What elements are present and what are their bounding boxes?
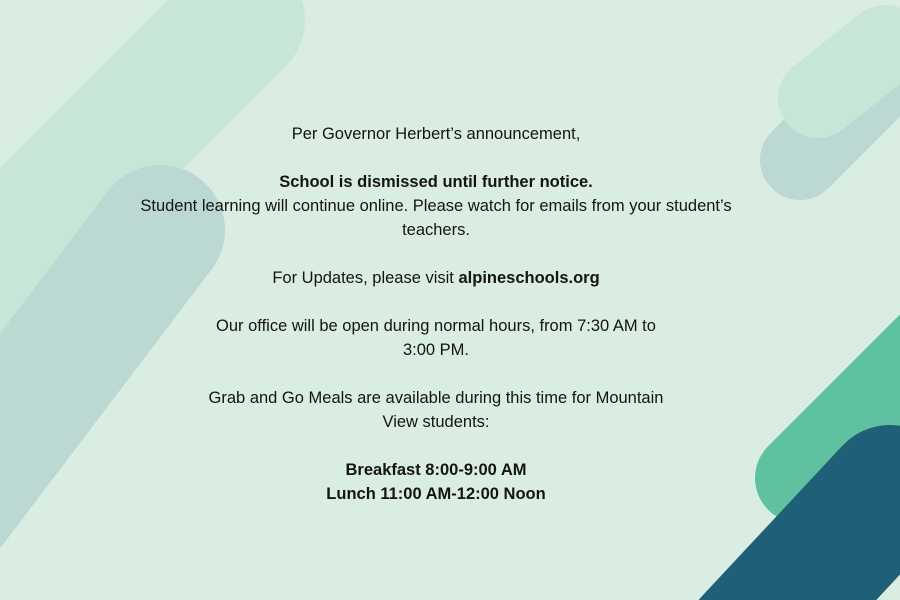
- intro-line: Per Governor Herbert’s announcement,: [291, 125, 581, 143]
- dismissal-headline: School is dismissed until further notice.: [279, 173, 593, 191]
- online-learning-line-end: teachers.: [402, 221, 470, 239]
- updates-website-link[interactable]: alpineschools.org: [458, 269, 600, 287]
- light-band-right: [818, 45, 885, 98]
- office-hours: Our office will be open during normal hours, from 7:30 AM to 3:00 PM.: [216, 317, 656, 359]
- updates-prefix: For Updates, please visit: [272, 269, 459, 287]
- online-learning-line: Student learning will continue online. Please watch for emails from your student’s: [140, 197, 732, 215]
- breakfast-time: Breakfast 8:00-9:00 AM: [345, 461, 527, 479]
- meals-info: Grab and Go Meals are available during this time for Mountain View students:: [208, 389, 664, 431]
- updates-line: [130, 266, 742, 290]
- lunch-time: Lunch 11:00 AM-12:00 Noon: [326, 485, 546, 503]
- notice-text: [130, 122, 742, 506]
